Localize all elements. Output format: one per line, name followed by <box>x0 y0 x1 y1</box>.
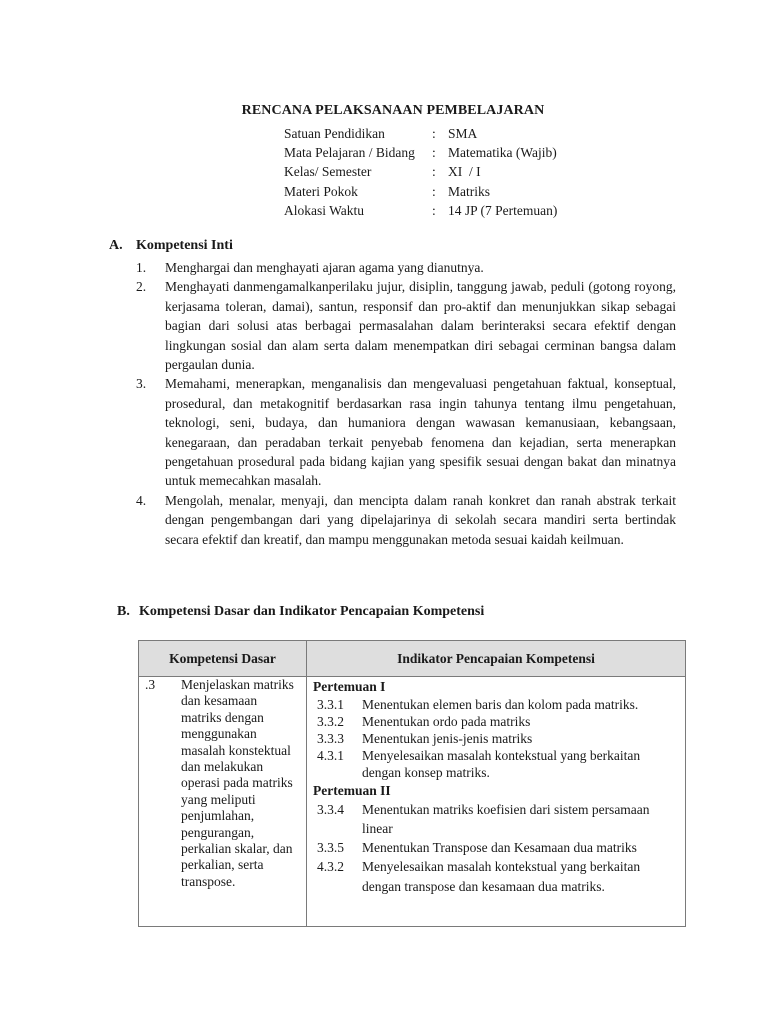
indicator-text: Menyelesaikan masalah kontekstual yang berkaitan dengan transpose dan kesamaan dua matriks. <box>362 859 641 894</box>
indicator-row <box>313 838 679 857</box>
section-a-heading <box>109 238 233 254</box>
info-colon: : <box>432 164 436 180</box>
kompetensi-inti-list <box>136 258 676 549</box>
info-label: Mata Pelajaran / Bidang <box>284 145 415 161</box>
info-value: 14 JP (7 Pertemuan) <box>448 202 558 218</box>
info-value: Matriks <box>448 183 490 199</box>
indicator-text: Menentukan elemen baris dan kolom pada matriks. <box>362 697 639 712</box>
list-item-text: Menghayati danmengamalkanperilaku jujur, disiplin, tanggung jawab, peduli (gotong royong, kerjasama toleran, damai), santun, responsif dan pro-aktif dan menunjukkan sikap sebagai bagian dari solusi atas berbagai permasalahan dalam berinteraksi secara efektif dengan lingkungan sosial dan alam serta dalam menempatkan diri sebagai cerminan bangsa dalam pergaulan dunia. <box>165 279 676 373</box>
indicator-code: 4.3.2 <box>317 859 344 874</box>
list-item-text: Memahami, menerapkan, menganalisis dan mengevaluasi pengetahuan faktual, konseptual, prosedural, dan metakognitif berdasarkan rasa ingin tahunya tentang ilmu pengetahuan, teknologi, seni, budaya, dan humaniora dengan wawasan kemanusiaan, kebangsaan, kenegaraan, dan peradaban terkait penyebab fenomena dan kejadian, serta menerapkan pengetahuan prosedural pada bidang kajian yang spesifik sesuai dengan bakat dan minatnya untuk memecahkan masalah. <box>165 376 676 489</box>
indicator-code: 3.3.5 <box>317 840 344 855</box>
indicator-text: Menentukan jenis-jenis matriks <box>362 731 533 746</box>
list-item <box>136 258 676 277</box>
info-row <box>284 162 557 181</box>
competency-table <box>138 640 686 927</box>
kd-text: Menjelaskan matriks dan kesamaan matriks dengan menggunakan masalah konstektual dan melakukan operasi pada matriks yang meliputi penjumlahan, pengurangan, perkalian skalar, dan perkalian, serta transpose. <box>181 677 294 889</box>
indicator-row <box>313 696 679 713</box>
indicator-row <box>313 747 679 781</box>
info-label: Satuan Pendidikan <box>284 126 385 141</box>
indicator-row <box>313 730 679 747</box>
indicator-row <box>313 713 679 730</box>
section-b-letter: B. <box>117 604 130 619</box>
header-indikator: Indikator Pencapaian Kompetensi <box>307 641 686 677</box>
table-header-row <box>139 641 686 677</box>
meeting-title: Pertemuan II <box>313 783 391 798</box>
info-row <box>284 124 557 143</box>
info-colon: : <box>432 183 436 199</box>
indicator-code: 3.3.4 <box>317 802 344 817</box>
indicator-text: Menentukan matriks koefisien dari sistem persamaan linear <box>362 802 650 836</box>
info-row <box>284 143 557 162</box>
info-label: Alokasi Waktu <box>284 202 365 218</box>
table-row <box>139 677 686 927</box>
list-item-text: Menghargai dan menghayati ajaran agama yang dianutnya. <box>165 260 484 275</box>
indicator-text: Menentukan ordo pada matriks <box>362 714 531 729</box>
info-colon: : <box>432 202 436 218</box>
list-item-number: 3. <box>136 376 147 392</box>
indicator-cell <box>307 677 686 927</box>
list-item-number: 4. <box>136 492 147 508</box>
list-item-text: Mengolah, menalar, menyaji, dan mencipta dalam ranah konkret dan ranah abstrak terkait dengan pengembangan dari yang dipelajarinya di sekolah secara mandiri serta bertindak secara efektif dan kreatif, dan mampu menggunakan metoda sesuai kaidah keilmuan. <box>165 492 676 547</box>
indicator-text: Menentukan Transpose dan Kesamaan dua matriks <box>362 840 637 855</box>
info-colon: : <box>432 145 436 161</box>
list-item-number: 1. <box>136 260 147 275</box>
info-value: XI / I <box>448 164 481 180</box>
document-title: RENCANA PELAKSANAAN PEMBELAJARAN <box>241 103 545 118</box>
header-kompetensi-dasar: Kompetensi Dasar <box>139 641 307 677</box>
info-row <box>284 201 557 220</box>
section-b-heading <box>117 604 484 620</box>
indicator-code: 3.3.1 <box>317 697 344 712</box>
indicator-row <box>313 800 679 838</box>
meeting-title: Pertemuan I <box>313 679 386 694</box>
indicator-code: 3.3.3 <box>317 731 344 746</box>
indicator-row <box>313 857 679 896</box>
kd-number: .3 <box>145 677 156 692</box>
kd-cell <box>139 677 307 927</box>
indicator-text: Menyelesaikan masalah kontekstual yang berkaitan dengan konsep matriks. <box>362 748 641 780</box>
list-item <box>136 374 676 490</box>
list-item <box>136 277 676 374</box>
section-a-letter: A. <box>109 238 123 253</box>
info-value: SMA <box>448 126 478 141</box>
info-block <box>284 124 557 220</box>
section-b-title: Kompetensi Dasar dan Indikator Pencapaian Kompetensi <box>139 604 485 619</box>
info-colon: : <box>432 126 436 141</box>
indicator-code: 3.3.2 <box>317 714 344 729</box>
section-a-title: Kompetensi Inti <box>136 238 233 253</box>
info-row <box>284 182 557 201</box>
info-label: Kelas/ Semester <box>284 164 372 180</box>
info-label: Materi Pokok <box>284 183 358 199</box>
info-value: Matematika (Wajib) <box>448 145 557 161</box>
list-item-number: 2. <box>136 279 147 295</box>
list-item <box>136 491 676 549</box>
indicator-code: 4.3.1 <box>317 748 344 763</box>
